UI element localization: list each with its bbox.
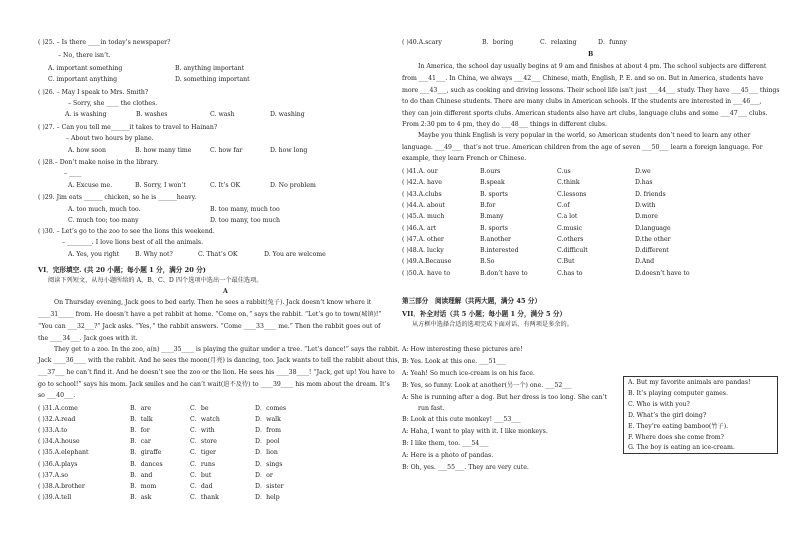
cloze-option-b[interactable]: B.interested [480, 247, 519, 255]
q26-option-b[interactable]: B. washes [136, 111, 168, 118]
section-7-heading: VII．补全对话（共 5 小题；每小题 1 分，满分 5 分） [402, 310, 567, 318]
q30-option-a[interactable]: A. Yes, you right [68, 251, 120, 258]
passage-line: Jack ____36____ with the rabbit. And he sees the moon(月亮) is dancing, too. Jack wants to tell the rabbit about this, [38, 357, 400, 364]
cloze-option-c[interactable]: C.others [557, 235, 584, 243]
passage-line: language. ___49___ that’s not true. American children from the age of seven ___50___ learn a foreign language. For [402, 144, 763, 151]
cloze-option-c[interactable]: C．tiger [190, 449, 216, 457]
cloze-option-b[interactable]: B．giraffe [130, 449, 162, 457]
q26-reply: – Sorry, she ____ the clothes. [68, 100, 158, 107]
cloze-option-b[interactable]: B.don’t have to [480, 269, 528, 277]
passage-line: go to school!” says his mom. Jack smiles and he can’t wait(迫不及待) to ____39____ his mom about the dream. It’s [38, 381, 390, 388]
dialog-option-f: F. Where does she come from? [628, 434, 724, 441]
cloze-option-b[interactable]: B．are [130, 405, 152, 412]
cloze-option-d[interactable]: D．sings [255, 460, 283, 468]
q26-stem: ( )26. – May I speak to Mrs. Smith? [38, 89, 149, 96]
dialog-line: A: Yeah! So much ice-cream is on his face. [402, 370, 535, 377]
cloze-number-option-a[interactable]: ( )46.A. art [402, 224, 437, 232]
cloze-option-c[interactable]: C．with [190, 427, 215, 435]
cloze-number-option-a[interactable]: ( )33.A.to [38, 427, 68, 435]
passage-line: They get to a zoo. In the zoo, a(n) ____35____ is playing the guitar under a tree. “Let’s dance!” says the rabbit. [54, 346, 400, 353]
passage-line: example, they learn French or Chinese. [402, 155, 527, 162]
cloze-option-c[interactable]: C．watch [190, 416, 220, 424]
q30-option-d[interactable]: D. You are welcome [264, 251, 326, 258]
cloze-number-option-a[interactable]: ( )42.A. have [402, 179, 442, 187]
q40-option-d[interactable]: D．funny [598, 39, 627, 46]
passage-b-label: B [588, 51, 594, 58]
cloze-option-c[interactable]: C.music [557, 224, 582, 232]
q28-option-b[interactable]: B. Sorry, I won’t [135, 182, 186, 189]
cloze-number-option-a[interactable]: ( )31.A.come [38, 405, 78, 412]
part-3-heading: 第三部分 阅读理解（共两大题，满分 45 分） [402, 297, 542, 305]
passage-line: ____31_____ from. He doesn’t have a pet rabbit at home. “Come on，” says the rabbit. “Let’s go to town(城镇)!” [38, 311, 382, 318]
q25-option-c[interactable]: C. important anything [48, 76, 118, 83]
cloze-option-d[interactable]: D．from [255, 427, 281, 435]
q25-option-d[interactable]: D. something important [175, 76, 250, 83]
dialog-line: B: Yes, so funny. Look at another(另一个) one. ___52___ [402, 382, 572, 389]
cloze-option-d[interactable]: D．or [255, 471, 273, 479]
cloze-option-d[interactable]: D.we [635, 168, 651, 175]
passage-line: so ___40___. [38, 392, 76, 399]
cloze-option-d[interactable]: D.has [635, 179, 653, 187]
passage-line: From 2:30 pm to 4 pm, they do ___48___ things in different clubs. [402, 121, 608, 128]
passage-line: they can join different sports clubs. American students also have art clubs, language clubs and some ___47___ clubs. [402, 110, 768, 117]
cloze-number-option-a[interactable]: ( )34.A.house [38, 438, 80, 446]
cloze-option-b[interactable]: B.ours [480, 168, 501, 175]
cloze-option-c[interactable]: C.think [557, 179, 580, 187]
cloze-number-option-a[interactable]: ( )47.A. other [402, 235, 444, 243]
dialog-option-b: B. It’s playing computer games. [628, 390, 728, 397]
passage-line: In America, the school day usually begins at 9 am and finishes at about 4 pm. The school subjects are different [418, 63, 767, 70]
dialog-option-c: C. Who is with you? [628, 401, 690, 408]
dialog-line: run fast. [418, 405, 445, 412]
dialog-line: B: I like them, too. ___54___ [402, 440, 489, 447]
cloze-option-c[interactable]: C.has to [557, 269, 583, 277]
cloze-option-b[interactable]: B.another [480, 235, 512, 243]
cloze-option-c[interactable]: C．store [190, 438, 217, 446]
cloze-option-b[interactable]: B.for [480, 201, 496, 209]
cloze-option-d[interactable]: D.And [635, 258, 655, 266]
passage-line: Maybe you think English is very popular in the world, so American students don’t need to learn any other [418, 132, 751, 139]
cloze-option-c[interactable]: C．runs [190, 460, 216, 468]
q28-option-c[interactable]: C. It’s OK [210, 182, 241, 189]
cloze-option-c[interactable]: C．dad [190, 482, 213, 490]
cloze-number-option-a[interactable]: ( )45.A. much [402, 213, 445, 221]
cloze-option-d[interactable]: D.doesn’t have to [635, 269, 690, 277]
cloze-option-d[interactable]: D．pool [255, 438, 280, 446]
passage-line: the ____34___. Jack goes with it. [38, 335, 138, 342]
cloze-option-b[interactable]: B．mom [130, 482, 157, 490]
cloze-option-d[interactable]: D.with [635, 201, 656, 209]
q27-option-b[interactable]: B. how many time [135, 147, 192, 154]
dialog-line: A: Haha, I want to play with it. I like monkeys. [402, 428, 548, 435]
passage-line: ___37___ he can’t find it. And he doesn’t see the zoo or the lion. He sees his ____38____! “Jack, get up! You have to [38, 369, 395, 376]
cloze-option-d[interactable]: D．comes [255, 405, 287, 412]
q28-option-a[interactable]: A. Excuse me. [68, 182, 113, 189]
cloze-number-option-a[interactable]: ( )38.A.brother [38, 482, 85, 490]
cloze-option-d[interactable]: D．help [255, 493, 280, 501]
cloze-option-d[interactable]: D．walk [255, 416, 281, 424]
dialog-line: A: Here is a photo of pandas. [402, 452, 494, 459]
q27-reply: – About two hours by plane. [66, 135, 154, 142]
q28-option-d[interactable]: D. No problem [270, 182, 316, 189]
dialog-line: A: How interesting these pictures are! [402, 346, 523, 353]
dialog-line: B: Oh, yes. ___55___. They are very cute. [402, 464, 529, 471]
cloze-number-option-a[interactable]: ( )50.A. have to [402, 269, 451, 277]
cloze-option-d[interactable]: D.the other [635, 235, 671, 243]
dialog-option-a: A. But my favorite animals are pandas! [628, 379, 751, 386]
cloze-number-option-a[interactable]: ( )37.A.so [38, 471, 68, 479]
cloze-option-b[interactable]: B．dances [130, 460, 163, 468]
cloze-option-b[interactable]: B．talk [130, 416, 153, 424]
q27-option-c[interactable]: C. how far [210, 147, 243, 154]
q27-option-a[interactable]: A. how soon [68, 147, 106, 154]
cloze-number-option-a[interactable]: ( )43.A.clubs [402, 190, 442, 198]
cloze-option-b[interactable]: B．and [130, 471, 153, 479]
cloze-option-b[interactable]: B. sports [480, 190, 508, 198]
q40-number-option-a[interactable]: ( )40.A.scary [402, 39, 442, 46]
cloze-option-c[interactable]: C．but [190, 471, 212, 479]
section-6-instruction: 阅读下列短文，从每小题所给的 A、B、C、D 四个选项中选出一个最佳选项。 [48, 277, 263, 284]
cloze-option-d[interactable]: D.more [635, 213, 658, 221]
cloze-number-option-a[interactable]: ( )32.A.read [38, 416, 76, 424]
cloze-number-option-a[interactable]: ( )35.A.elephant [38, 449, 89, 457]
cloze-option-d[interactable]: D．sister [255, 482, 284, 490]
q40-option-c[interactable]: C．relaxing [540, 39, 577, 46]
cloze-option-b[interactable]: B. sports [480, 224, 508, 232]
cloze-option-c[interactable]: C.of [557, 201, 570, 209]
dialog-option-g: G. The boy is eating an ice-cream. [628, 444, 735, 451]
cloze-number-option-a[interactable]: ( )39.A.tell [38, 493, 72, 501]
cloze-number-option-a[interactable]: ( )48.A. lucky [402, 247, 444, 255]
dialog-option-e: E. They’re eating bamboo(竹子). [628, 423, 729, 430]
cloze-number-option-a[interactable]: ( )36.A.plays [38, 460, 78, 468]
q28-stem: ( )28.– Don’t make noise in the library. [38, 159, 159, 166]
cloze-option-b[interactable]: B．car [130, 438, 151, 446]
section-6-heading: VI．完形填空. (共 20 小题；每小题 1 分，满分 20 分) [38, 266, 206, 274]
passage-line: On Thursday evening, Jack goes to bed early. Then he sees a rabbit(兔子). Jack doesn’t know where it [54, 299, 372, 306]
q29-option-c[interactable]: C. much too; too many [68, 217, 139, 224]
cloze-option-c[interactable]: C.us [557, 168, 571, 175]
passage-line: more ___43___, such as cooking and driving lessons. Their school life isn’t just ___44___ study. They have ___45___ things [402, 87, 780, 94]
q25-option-b[interactable]: B. anything important [175, 65, 245, 72]
cloze-number-option-a[interactable]: ( )41.A. our [402, 168, 438, 175]
dialog-line: A: She is running after a dog. But her dress is too long. She can’t [402, 394, 608, 401]
cloze-number-option-a[interactable]: ( )49.A.Because [402, 258, 452, 266]
cloze-option-c[interactable]: C．thank [190, 493, 219, 501]
cloze-option-d[interactable]: D. friends [635, 190, 666, 198]
cloze-option-b[interactable]: B.speak [480, 179, 505, 187]
q29-option-b[interactable]: B. too many, much too [210, 206, 280, 213]
cloze-option-d[interactable]: D．lion [255, 449, 278, 457]
q29-option-d[interactable]: D. too many, too much [210, 217, 280, 224]
dialog-line: B: Look at this cute monkey! ___53___ [402, 416, 521, 423]
cloze-option-b[interactable]: B.So [480, 258, 495, 266]
cloze-option-c[interactable]: C.But [557, 258, 575, 266]
passage-line: “You can ___32___?” Jack asks. “Yes，” the rabbit answers. “Come ____33____ me.” Then the rabbit goes out of [38, 323, 381, 330]
q29-stem: ( )29. Jim eats ______ chicken, so he is ______heavy. [38, 194, 197, 201]
cloze-option-c[interactable]: C.difficult [557, 247, 588, 255]
q27-option-d[interactable]: D. how long [270, 147, 308, 154]
dialog-line: B: Yes. Look at this one. ___51___ [402, 358, 506, 365]
q30-stem: ( )30. – Let’s go to the zoo to see the lions this weekend. [38, 228, 215, 235]
q30-reply: – ________. I love lions best of all the animals. [62, 239, 204, 246]
cloze-option-b[interactable]: B．for [130, 427, 150, 435]
q30-option-c[interactable]: C. That’s OK [198, 251, 238, 258]
cloze-option-c[interactable]: C.a lot [557, 213, 578, 221]
q26-option-c[interactable]: C. wash [210, 111, 235, 118]
dialog-options-box [623, 376, 778, 454]
cloze-option-c[interactable]: C．be [190, 405, 209, 412]
q40-option-b[interactable]: B．boring [482, 39, 514, 46]
passage-a-label: A [223, 288, 228, 295]
section-7-instruction: 从方框中选择合适的选项完成下面对话，有两项是多余的。 [412, 321, 573, 328]
q27-stem: ( )27. – Can you tell me______it takes to travel to Hainan? [38, 124, 218, 131]
q26-option-a[interactable]: A. is washing [65, 111, 107, 118]
dialog-option-d: D. What’s the girl doing? [628, 412, 707, 419]
cloze-option-c[interactable]: C.lessons [557, 190, 587, 198]
cloze-option-d[interactable]: D.different [635, 247, 669, 255]
q25-option-a[interactable]: A. important something [48, 65, 123, 72]
q28-reply: – ____ [64, 170, 82, 177]
passage-line: from ___41___. In China, we always ___42___ Chinese, math, English, P. E. and so on. But in America, students have [402, 75, 764, 82]
q29-option-a[interactable]: A. too much, much too. [68, 206, 141, 213]
cloze-number-option-a[interactable]: ( )44.A. about [402, 201, 445, 209]
cloze-option-d[interactable]: D.language [635, 224, 671, 232]
q25-stem: ( )25. – Is there ____in today’s newspaper? [38, 39, 171, 46]
q25-reply: – No, there isn’t. [58, 52, 111, 59]
passage-line: to do than Chinese students. There are many clubs in American schools. If the students are interested in ___46___, [402, 98, 762, 105]
cloze-option-b[interactable]: B.many [480, 213, 504, 221]
q30-option-b[interactable]: B. Why not? [135, 251, 173, 258]
cloze-option-b[interactable]: B．ask [130, 493, 152, 501]
q26-option-d[interactable]: D. washing [270, 111, 305, 118]
